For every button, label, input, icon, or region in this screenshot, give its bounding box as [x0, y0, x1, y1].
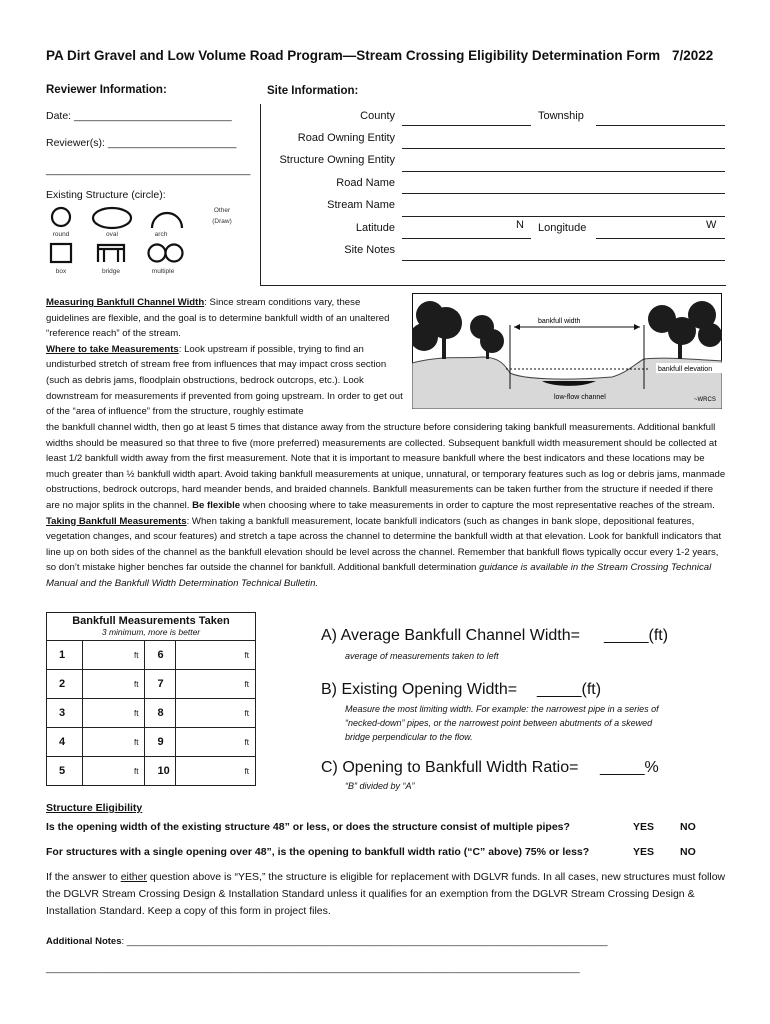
where-text-end: when choosing where to take measurements in order to capture the most representative reaches of the stream.	[240, 499, 715, 511]
be-flexible: Be flexible	[192, 499, 241, 511]
measurement-number: 6	[145, 641, 175, 670]
measurement-value-field[interactable]: ft	[175, 757, 255, 786]
diagram-credit: ~WRCS	[694, 397, 716, 403]
measurement-value-field[interactable]: ft	[175, 641, 255, 670]
measurement-number: 7	[145, 670, 175, 699]
eligibility-text: If the answer to either question above is “YES,” the structure is eligible for replacement with DGLVR funds. In all cases, new structures must follow the DGLVR Stream Crossing Design & Installation Standard unless it qualifies for an exemption from the DGLVR Stream Crossing Design & Installation Standard. Keep a copy of this form in project files.	[46, 871, 726, 917]
form-title: PA Dirt Gravel and Low Volume Road Program—Stream Crossing Eligibility Determination Form	[46, 48, 661, 63]
round-shape-icon	[52, 208, 70, 226]
longitude-label: Longitude	[538, 222, 587, 234]
where-heading: Where to take Measurements	[46, 343, 179, 355]
instructions-top	[46, 295, 404, 420]
measurement-number: 3	[47, 699, 83, 728]
measurement-value-field[interactable]: ft	[175, 699, 255, 728]
multiple-label: multiple	[151, 268, 175, 275]
q2-yes-option[interactable]: YES	[633, 846, 655, 858]
other-label: Other	[213, 207, 231, 214]
site-header: Site Information:	[267, 85, 359, 97]
measurements-table	[46, 640, 256, 786]
measurement-value-field[interactable]: ft	[83, 757, 145, 786]
road-owning-label: Road Owning Entity	[297, 132, 395, 144]
opening-width-field[interactable]: _____(ft)	[537, 681, 602, 698]
arch-shape-icon	[152, 213, 182, 228]
county-label: County	[360, 110, 395, 122]
box-shape-icon	[51, 244, 71, 262]
bankfull-width-label: bankfull width	[538, 318, 581, 325]
measurement-value-field[interactable]: ft	[83, 670, 145, 699]
road-name-field[interactable]	[402, 193, 725, 194]
opening-width-note: Measure the most limiting width. For example: the narrowest pipe in a series of “necked-down” pipes, or the narrowest point between abutments of a skewed bridge perpendicular to the flow.	[345, 704, 659, 742]
oval-shape-icon	[93, 208, 131, 228]
measurement-value-field[interactable]: ft	[83, 641, 145, 670]
multiple-shape-icon-a	[149, 245, 166, 262]
additional-notes-label: Additional Notes	[46, 936, 122, 947]
measurement-value-field[interactable]: ft	[83, 728, 145, 757]
ratio-note: “B” divided by “A”	[345, 781, 415, 791]
box-label: box	[55, 268, 67, 275]
measurement-number: 4	[47, 728, 83, 757]
measurement-number: 9	[145, 728, 175, 757]
draw-label: (Draw)	[212, 218, 232, 225]
structure-owning-field[interactable]	[402, 171, 725, 172]
road-name-label: Road Name	[336, 177, 395, 189]
township-label: Township	[538, 110, 584, 122]
measurements-header-box	[46, 612, 256, 640]
oval-label: oval	[106, 231, 118, 238]
township-field[interactable]	[596, 125, 725, 126]
bankfull-elevation-label: bankfull elevation	[658, 366, 713, 373]
measurements-subheader: 3 minimum, more is better	[101, 627, 201, 637]
measurement-row	[47, 728, 256, 757]
measurement-value-field[interactable]: ft	[175, 670, 255, 699]
low-flow-label: low-flow channel	[554, 394, 606, 401]
ratio-field[interactable]: _____%	[600, 759, 659, 776]
either-word: either	[120, 871, 147, 883]
round-label: round	[52, 231, 70, 238]
measurement-number: 2	[47, 670, 83, 699]
bankfull-diagram	[412, 293, 722, 409]
multiple-shape-icon-b	[166, 245, 183, 262]
form-date: 7/2022	[672, 48, 714, 63]
reviewers-field[interactable]: Reviewer(s): ______________________	[46, 137, 237, 149]
county-field[interactable]	[402, 125, 531, 126]
additional-notes[interactable]	[46, 936, 608, 947]
taking-heading: Taking Bankfull Measurements	[46, 515, 187, 527]
where-text: : Look upstream if possible, trying to find an undisturbed stretch of stream free from influences that may impact cross section (such as debris jams, floodplain obstructions, bedrock outcrops, etc.). Look downstream for measurements if prevented from going upstream. In order to get out of the “area of influence” from the structure, roughly estimate	[46, 343, 403, 418]
site-notes-label: Site Notes	[344, 244, 395, 256]
average-width-note: average of measurements taken to left	[345, 651, 499, 661]
latitude-label: Latitude	[355, 222, 395, 234]
opening-width-label: B) Existing Opening Width=	[321, 681, 518, 698]
measurement-value-field[interactable]: ft	[83, 699, 145, 728]
where-text-cont: the bankfull channel width, then go at least 5 times that distance away from the structure before considering taking bankfull measurements. Additional bankfull widths should be measured so that three to five (more preferred) measurements are collected. Subsequent bankfull width measurement should be collected at least 1/2 bankfull width away from the first measurement. Note that it is important to measure bankfull where the best indicators and these locations may be much greater than ½ bankfull width apart. Avoid taking bankfull measurements at unique, unnatural, or temporary features such as log or debris jams, manmade obstructions, bedrock outcrops, hard meander bends, and braided channels. Bankfull measurements can be taken further from the structure if needed if there are no major splits in the channel.	[46, 422, 726, 511]
q1-no-option[interactable]: NO	[680, 821, 696, 833]
latitude-field[interactable]	[402, 238, 531, 239]
eligibility-q1: Is the opening width of the existing structure 48” or less, or does the structure consist of multiple pipes?	[46, 821, 570, 833]
instructions-bottom	[46, 420, 728, 592]
measurement-row	[47, 699, 256, 728]
q1-yes-option[interactable]: YES	[633, 821, 655, 833]
reviewers-extra-line[interactable]: ___________________________________	[46, 164, 251, 176]
longitude-field[interactable]	[596, 238, 725, 239]
guidance-text: guidance is available in the Stream Crossing Technical Manual and the Bankfull Width Determination Technical Bulletin.	[46, 562, 712, 589]
ratio-label: C) Opening to Bankfull Width Ratio=	[321, 759, 579, 776]
arch-label: arch	[154, 231, 168, 238]
structure-owning-label: Structure Owning Entity	[279, 154, 395, 166]
eligibility-header: Structure Eligibility	[46, 802, 143, 814]
taking-text: : When taking a bankfull measurement, locate bankfull indicators (such as changes in bank slope, depositional features, vegetation changes, and scour features) and stretch a tape across the channel to determine the bankfull width at that elevation. Look for bankfull indicators that line up on both sides of the channel as the bankfull elevation should be level across the channel. Remember that bankfull flows typically occur every 1-2 years, so don’t mistake higher benches far outside the channel for bankfull. Additional bankfull determination	[46, 515, 722, 574]
additional-notes-line2[interactable]: _____________________________________________________________________________________________________	[46, 963, 580, 974]
additional-notes-line1: : ___________________________________________________________________________________________	[121, 936, 608, 947]
measurement-number: 1	[47, 641, 83, 670]
measurement-value-field[interactable]: ft	[175, 728, 255, 757]
bridge-shape-icon	[98, 245, 124, 262]
measurements-header: Bankfull Measurements Taken	[72, 615, 230, 627]
bridge-label: bridge	[101, 268, 121, 275]
measuring-text: : Since stream conditions vary, these guidelines are flexible, and the goal is to determine bankfull width of an unaltered “reference reach” of the stream.	[46, 297, 390, 340]
eligibility-q2: For structures with a single opening over 48”, is the opening to bankfull width ratio (“C” above) 75% or less?	[46, 846, 590, 858]
average-width-field[interactable]: _____(ft)	[604, 627, 669, 644]
measurement-row	[47, 670, 256, 699]
stream-name-field[interactable]	[402, 216, 725, 217]
stream-name-label: Stream Name	[327, 199, 395, 211]
measurement-row	[47, 757, 256, 786]
measurement-number: 5	[47, 757, 83, 786]
latitude-dir: N	[516, 219, 524, 231]
site-notes-field[interactable]	[402, 260, 725, 261]
average-width-label: A) Average Bankfull Channel Width=	[321, 627, 580, 644]
reviewer-header: Reviewer Information:	[46, 84, 167, 96]
date-field[interactable]: Date: ___________________________	[46, 110, 232, 122]
road-owning-field[interactable]	[402, 148, 725, 149]
q2-no-option[interactable]: NO	[680, 846, 696, 858]
structure-label: Existing Structure (circle):	[46, 189, 166, 201]
measurement-number: 8	[145, 699, 175, 728]
measuring-heading: Measuring Bankfull Channel Width	[46, 297, 205, 308]
measurement-row	[47, 641, 256, 670]
longitude-dir: W	[706, 219, 717, 231]
measurement-number: 10	[145, 757, 175, 786]
